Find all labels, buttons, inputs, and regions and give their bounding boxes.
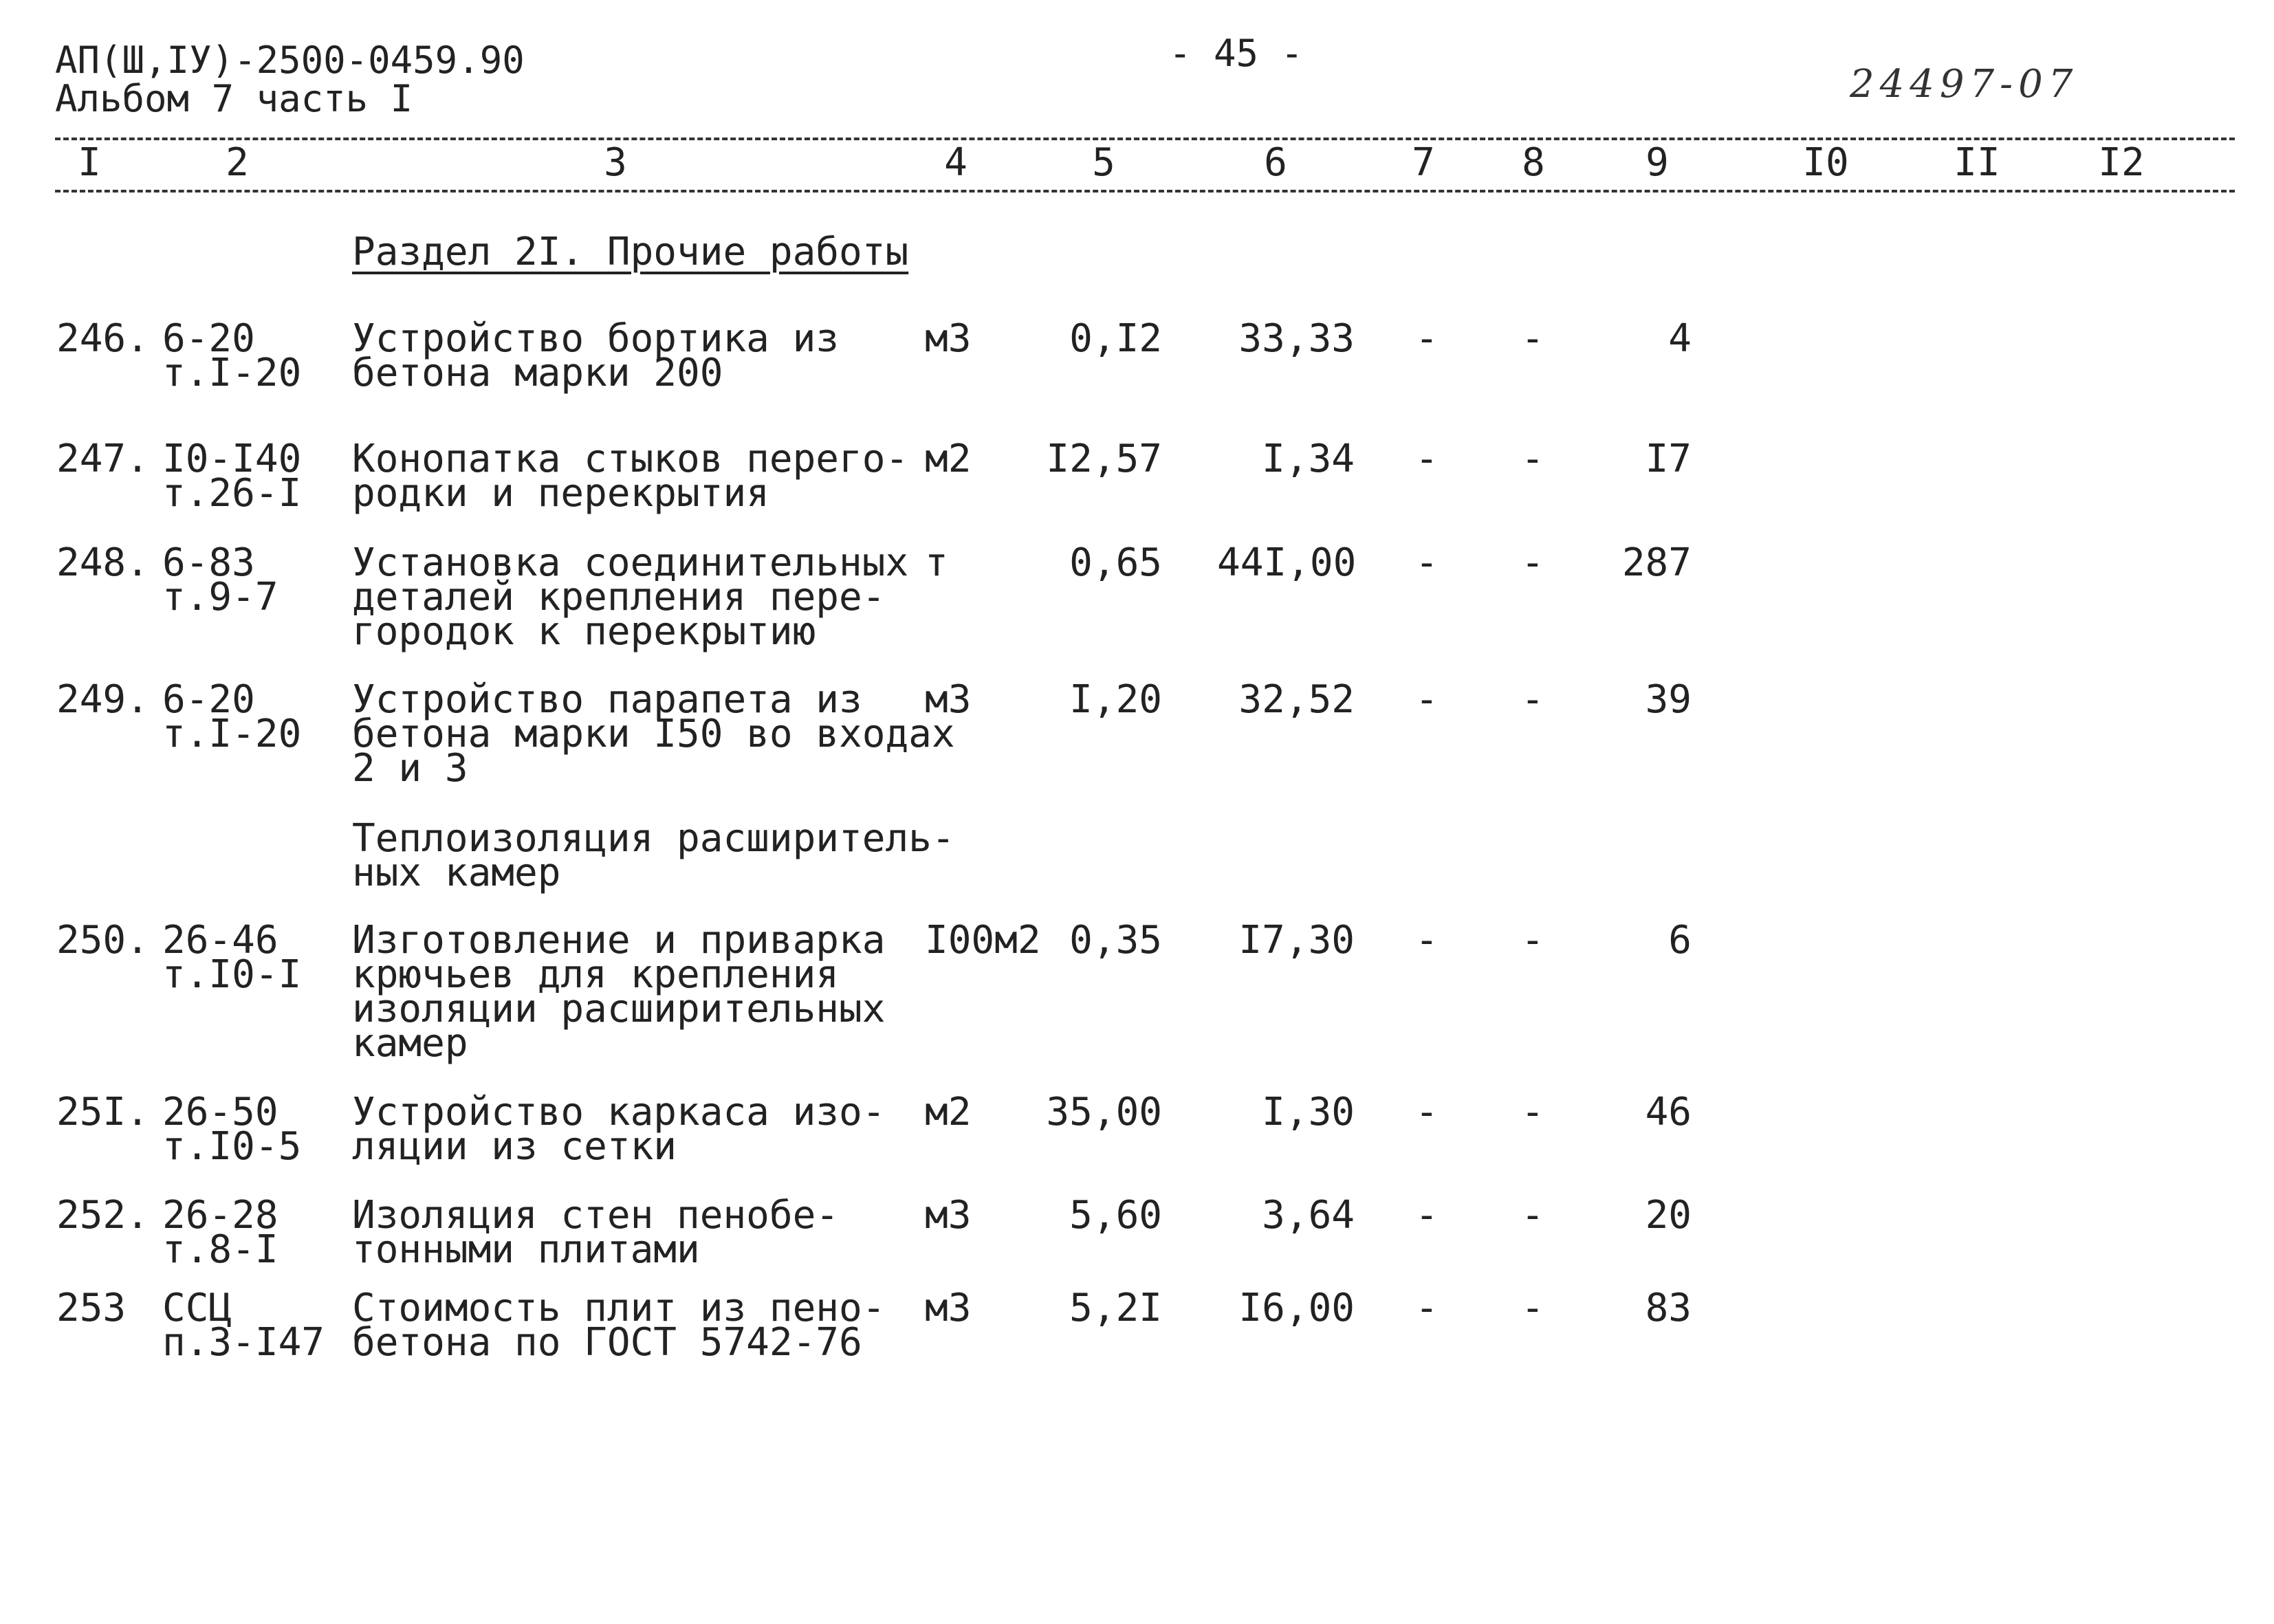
row-description: родки и перекрытия [352, 471, 769, 516]
row-col8: - [1521, 1286, 1544, 1330]
row-description: Конопатка стыков перего- [352, 437, 909, 481]
row-description: Устройство каркаса изо- [352, 1090, 886, 1134]
row-code: т.I0-5 [162, 1124, 302, 1169]
row-number: 252. [56, 1193, 149, 1238]
column-header: 2 [226, 140, 249, 185]
row-description: городок к перекрытию [352, 609, 816, 654]
row-code: т.26-I [162, 471, 302, 516]
row-quantity: I,20 [1069, 677, 1162, 722]
row-quantity: 5,2I [1069, 1286, 1162, 1330]
row-number: 247. [56, 437, 149, 481]
row-col7: - [1415, 1286, 1439, 1330]
row-unit: т [925, 540, 948, 585]
row-price: 32,52 [1238, 677, 1355, 722]
page-number: - 45 - [1169, 32, 1304, 75]
row-col8: - [1521, 677, 1544, 722]
row-code: 6-20 [162, 677, 255, 722]
row-col8: - [1521, 316, 1544, 361]
row-col7: - [1415, 1193, 1439, 1238]
row-unit: м2 [925, 437, 972, 481]
row-price: I7,30 [1238, 918, 1355, 963]
column-header: 4 [944, 140, 967, 185]
row-price: I,30 [1262, 1090, 1355, 1134]
row-col7: - [1415, 540, 1439, 585]
row-col9: 6 [1668, 918, 1692, 963]
row-description: Стоимость плит из пено- [352, 1286, 886, 1330]
row-code: т.8-I [162, 1227, 278, 1272]
row-col7: - [1415, 677, 1439, 722]
row-code: т.I-20 [162, 712, 302, 756]
row-quantity: 5,60 [1069, 1193, 1162, 1238]
row-code: п.3-I47 [162, 1320, 325, 1365]
row-quantity: 0,65 [1069, 540, 1162, 585]
row-col9: I7 [1645, 437, 1692, 481]
row-description: бетона марки I50 во входах [352, 712, 955, 756]
row-description: изоляции расширительных [352, 987, 886, 1031]
row-col9: 46 [1645, 1090, 1692, 1134]
row-unit: I00м2 [925, 918, 1041, 963]
column-header: 3 [604, 140, 627, 185]
header-top-rule [55, 138, 2235, 140]
row-description: ляции из сетки [352, 1124, 677, 1169]
row-quantity: 0,I2 [1069, 316, 1162, 361]
row-price: I,34 [1262, 437, 1355, 481]
row-unit: м3 [925, 1286, 972, 1330]
row-number: 246. [56, 316, 149, 361]
row-code: I0-I40 [162, 437, 302, 481]
row-col7: - [1415, 1090, 1439, 1134]
row-number: 250. [56, 918, 149, 963]
row-col7: - [1415, 316, 1439, 361]
row-code: т.I0-I [162, 952, 302, 997]
row-code: 6-20 [162, 316, 255, 361]
row-code: т.9-7 [162, 575, 278, 619]
row-price: 3,64 [1262, 1193, 1355, 1238]
column-header: 9 [1646, 140, 1669, 185]
column-header: 5 [1092, 140, 1115, 185]
row-col9: 39 [1645, 677, 1692, 722]
row-description: деталей крепления пере- [352, 575, 886, 619]
row-code: 26-46 [162, 918, 278, 963]
row-number: 25I. [56, 1090, 149, 1134]
row-price: 33,33 [1238, 316, 1355, 361]
header-bottom-rule [55, 190, 2235, 193]
row-col8: - [1521, 540, 1544, 585]
row-col9: 287 [1621, 540, 1692, 585]
row-code: ССЦ [162, 1286, 232, 1330]
row-col7: - [1415, 918, 1439, 963]
row-code: 26-28 [162, 1193, 278, 1238]
column-header: 7 [1412, 140, 1435, 185]
row-col7: - [1415, 437, 1439, 481]
row-description: камер [352, 1021, 468, 1066]
row-quantity: I2,57 [1046, 437, 1162, 481]
document-code: АП(Ш,IУ)-2500-0459.90 [55, 39, 525, 82]
row-unit: м3 [925, 316, 972, 361]
row-description: бетона по ГОСТ 5742-76 [352, 1320, 862, 1365]
row-col8: - [1521, 1090, 1544, 1134]
row-col9: 83 [1645, 1286, 1692, 1330]
row-quantity: 0,35 [1069, 918, 1162, 963]
row-number: 253 [56, 1286, 127, 1330]
handwritten-number: 24497-07 [1850, 62, 2079, 107]
subheading: ных камер [352, 851, 561, 895]
row-description: Изоляция стен пенобе- [352, 1193, 840, 1238]
row-description: Установка соединительных [352, 540, 909, 585]
row-col8: - [1521, 437, 1544, 481]
column-header: I0 [1802, 140, 1849, 185]
row-number: 249. [56, 677, 149, 722]
row-col9: 4 [1668, 316, 1692, 361]
row-price: 44I,00 [1217, 540, 1357, 585]
row-description: Устройство бортика из [352, 316, 840, 361]
column-header: I2 [2098, 140, 2145, 185]
row-description: тонными плитами [352, 1227, 700, 1272]
row-unit: м3 [925, 1193, 972, 1238]
row-description: 2 и 3 [352, 746, 468, 791]
row-description: Изготовление и приварка [352, 918, 886, 963]
row-quantity: 35,00 [1046, 1090, 1162, 1134]
column-header: 6 [1264, 140, 1287, 185]
column-header: 8 [1522, 140, 1545, 185]
section-title: Раздел 2I. Прочие работы [352, 230, 909, 274]
row-col9: 20 [1645, 1193, 1692, 1238]
row-description: Устройство парапета из [352, 677, 862, 722]
row-unit: м2 [925, 1090, 972, 1134]
album-label: Альбом 7 часть I [55, 77, 413, 120]
row-code: т.I-20 [162, 351, 302, 395]
row-unit: м3 [925, 677, 972, 722]
column-header: II [1954, 140, 2000, 185]
row-description: крючьев для крепления [352, 952, 840, 997]
row-col8: - [1521, 1193, 1544, 1238]
row-description: бетона марки 200 [352, 351, 723, 395]
row-number: 248. [56, 540, 149, 585]
row-col8: - [1521, 918, 1544, 963]
column-header: I [78, 140, 101, 185]
subheading: Теплоизоляция расширитель- [352, 816, 955, 861]
row-price: I6,00 [1238, 1286, 1355, 1330]
row-code: 26-50 [162, 1090, 278, 1134]
row-code: 6-83 [162, 540, 255, 585]
